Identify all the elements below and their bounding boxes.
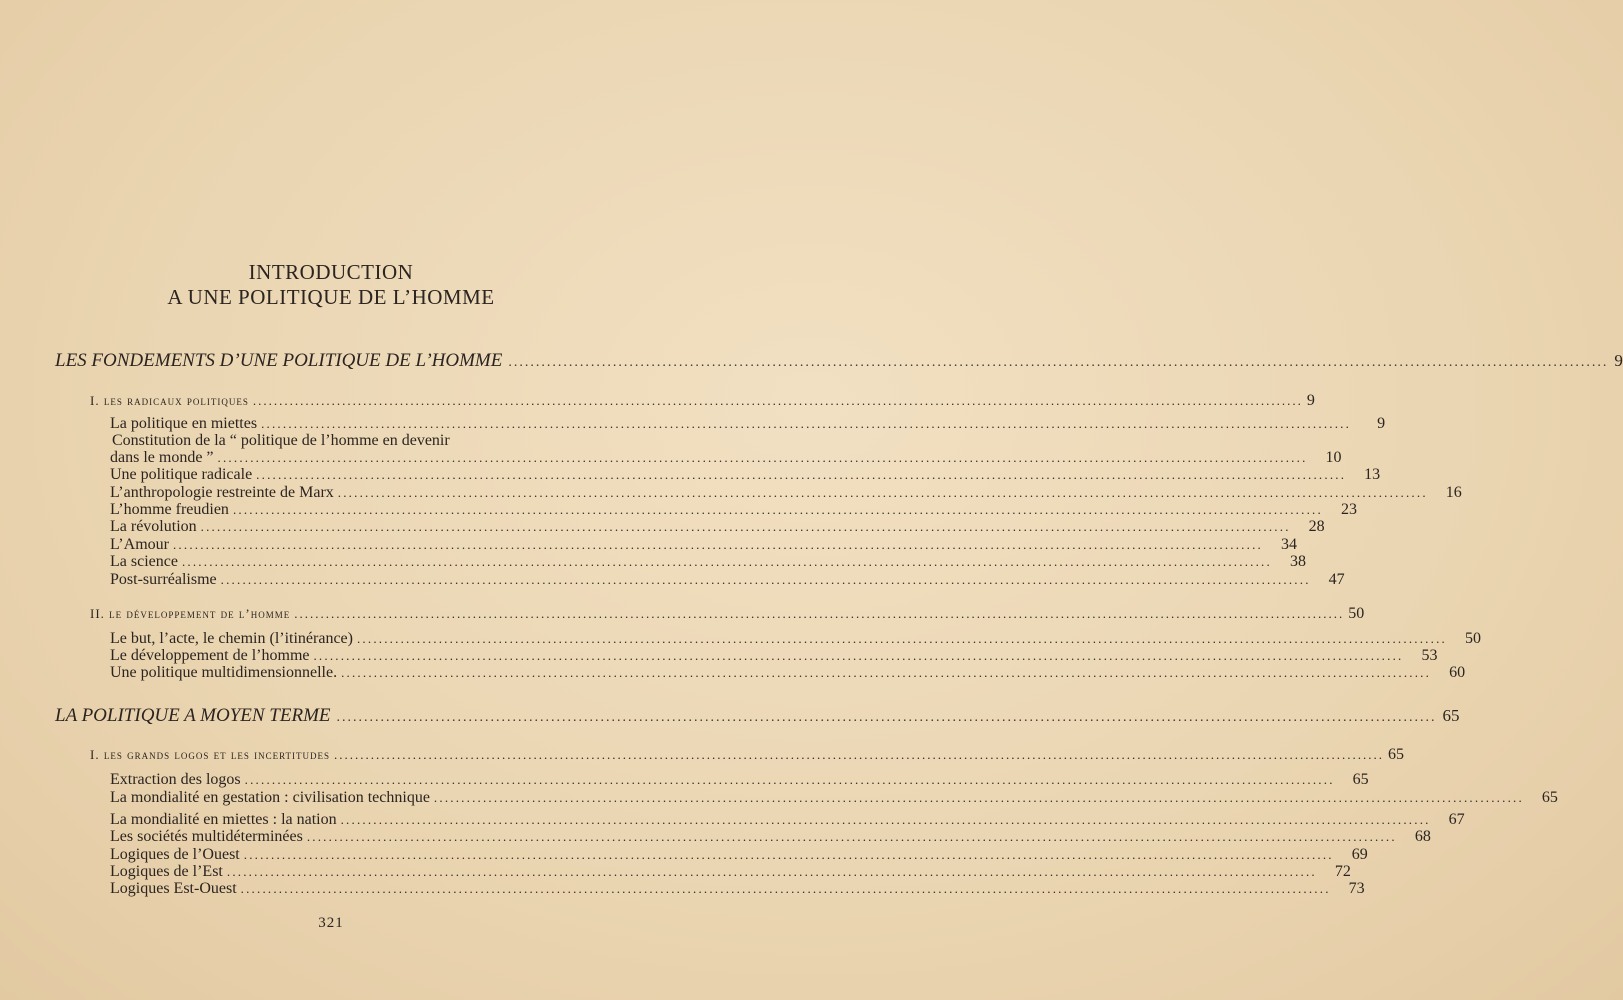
toc-entry <box>110 518 1325 536</box>
entry-page: 9 <box>1377 415 1386 432</box>
toc-entry <box>110 863 1351 881</box>
entry-page: 65 <box>1541 789 1558 806</box>
toc-entry <box>110 647 1438 665</box>
part-heading-2 <box>55 705 1460 727</box>
part-page: 9 <box>1614 351 1623 370</box>
entry-page: 60 <box>1449 664 1466 681</box>
entry-page: 38 <box>1289 553 1306 570</box>
toc-entry <box>110 880 1365 898</box>
entry-label: La révolution <box>110 518 197 535</box>
entry-label: Logiques de l’Est <box>110 863 223 880</box>
leader-dots: ........................................................................................................................................................................................................ <box>200 519 1291 534</box>
leader-dots: ........................................................................................................................................................................................................ <box>313 648 1404 663</box>
entry-label: Extraction des logos <box>110 771 241 788</box>
entry-label: La mondialité en miettes : la nation <box>110 811 337 828</box>
entry-label: L’Amour <box>110 536 169 553</box>
toc-entry <box>110 415 1386 433</box>
title-line-2: A UNE POLITIQUE DE L’HOMME <box>167 285 495 309</box>
entry-label: Une politique radicale <box>110 466 253 483</box>
leader-dots: ........................................................................................................................................................................................................ <box>244 772 1335 787</box>
chapter-label: I. les grands logos et les incertitudes <box>90 747 331 762</box>
toc-entry <box>110 846 1368 864</box>
entry-label: La mondialité en gestation : civilisation technique <box>110 789 430 806</box>
entry-page: 28 <box>1308 518 1325 535</box>
leader-dots: ........................................................................................................................................................................................................ <box>240 881 1331 896</box>
leader-dots: ........................................................................................................................................................................................................ <box>243 847 1334 862</box>
leader-dots: ........................................................................................................................................................................................................ <box>356 631 1447 646</box>
part-label: LES FONDEMENTS D’UNE POLITIQUE DE L’HOMME <box>55 350 503 371</box>
toc-entry <box>110 828 1431 846</box>
entry-label: L’anthropologie restreinte de Marx <box>110 484 334 501</box>
entry-page: 23 <box>1340 501 1357 518</box>
entry-label: Logiques Est-Ouest <box>110 880 237 897</box>
toc-entry <box>110 811 1465 829</box>
toc-entry <box>110 553 1306 571</box>
entry-page: 69 <box>1351 846 1368 863</box>
entry-page: 53 <box>1421 647 1438 664</box>
entry-label: Logiques de l’Ouest <box>110 846 240 863</box>
toc-entry <box>110 630 1481 648</box>
entry-page: 73 <box>1348 880 1365 897</box>
leader-dots: ........................................................................................................................................................................................................ <box>334 747 1385 762</box>
chapter-heading-3 <box>90 746 1405 764</box>
leader-dots: ........................................................................................................................................................................................................ <box>226 864 1317 879</box>
toc-entry <box>110 571 1345 589</box>
leader-dots: ........................................................................................................................................................................................................ <box>508 355 1609 370</box>
toc-entry <box>110 449 1342 467</box>
leader-dots: ........................................................................................................................................................................................................ <box>181 554 1272 569</box>
entry-page: 67 <box>1448 811 1465 828</box>
entry-label: Les sociétés multidéterminées <box>110 828 303 845</box>
entry-page: 72 <box>1334 863 1351 880</box>
toc-entry <box>110 466 1381 484</box>
page-number: 321 <box>318 915 344 931</box>
entry-label: La science <box>110 553 178 570</box>
toc-entry <box>110 501 1357 519</box>
toc-entry <box>110 484 1462 502</box>
entry-label: Le développement de l’homme <box>110 647 310 664</box>
entry-page: 10 <box>1325 449 1342 466</box>
leader-dots: ........................................................................................................................................................................................................ <box>340 812 1431 827</box>
chapter-page: 65 <box>1388 746 1405 763</box>
entry-page: 16 <box>1445 484 1462 501</box>
leader-dots: ........................................................................................................................................................................................................ <box>337 485 1428 500</box>
leader-dots: ........................................................................................................................................................................................................ <box>232 502 1323 517</box>
chapter-page: 50 <box>1348 605 1365 622</box>
title-line-1: INTRODUCTION <box>248 260 414 284</box>
entry-label: dans le monde ” <box>110 449 214 466</box>
leader-dots: ........................................................................................................................................................................................................ <box>294 606 1345 621</box>
toc-entry <box>110 536 1297 554</box>
leader-dots: ........................................................................................................................................................................................................ <box>261 416 1352 431</box>
leader-dots: ........................................................................................................................................................................................................ <box>220 572 1311 587</box>
chapter-page: 9 <box>1306 392 1315 409</box>
toc-entry <box>110 771 1369 789</box>
entry-label: L’homme freudien <box>110 501 229 518</box>
part-heading-1 <box>55 350 1623 372</box>
entry-label: Le but, l’acte, le chemin (l’itinérance) <box>110 630 353 647</box>
entry-page: 50 <box>1464 630 1481 647</box>
chapter-label: II. le développement de l’homme <box>90 606 291 621</box>
leader-dots: ........................................................................................................................................................................................................ <box>341 665 1432 680</box>
part-page: 65 <box>1442 706 1460 725</box>
entry-page: 68 <box>1414 828 1431 845</box>
toc-entry <box>110 664 1466 682</box>
entry-page: 47 <box>1328 571 1345 588</box>
entry-page: 13 <box>1364 466 1381 483</box>
chapter-heading-1 <box>90 392 1315 410</box>
toc-entry-first-line: Constitution de la “ politique de l’homme en devenir <box>112 432 450 449</box>
chapter-heading-2 <box>90 605 1365 623</box>
entry-page: 65 <box>1352 771 1369 788</box>
entry-label: La politique en miettes <box>110 415 258 432</box>
leader-dots: ........................................................................................................................................................................................................ <box>172 537 1263 552</box>
leader-dots: ........................................................................................................................................................................................................ <box>256 467 1347 482</box>
entry-label: Post-surréalisme <box>110 571 217 588</box>
entry-page: 34 <box>1280 536 1297 553</box>
leader-dots: ........................................................................................................................................................................................................ <box>252 393 1303 408</box>
leader-dots: ........................................................................................................................................................................................................ <box>217 450 1308 465</box>
part-label: LA POLITIQUE A MOYEN TERME <box>55 705 331 726</box>
leader-dots: ........................................................................................................................................................................................................ <box>433 790 1524 805</box>
chapter-label: I. les radicaux politiques <box>90 393 249 408</box>
toc-entry <box>110 789 1558 807</box>
leader-dots: ........................................................................................................................................................................................................ <box>336 710 1437 725</box>
leader-dots: ........................................................................................................................................................................................................ <box>306 829 1397 844</box>
entry-label: Une politique multidimensionnelle. <box>110 664 338 681</box>
